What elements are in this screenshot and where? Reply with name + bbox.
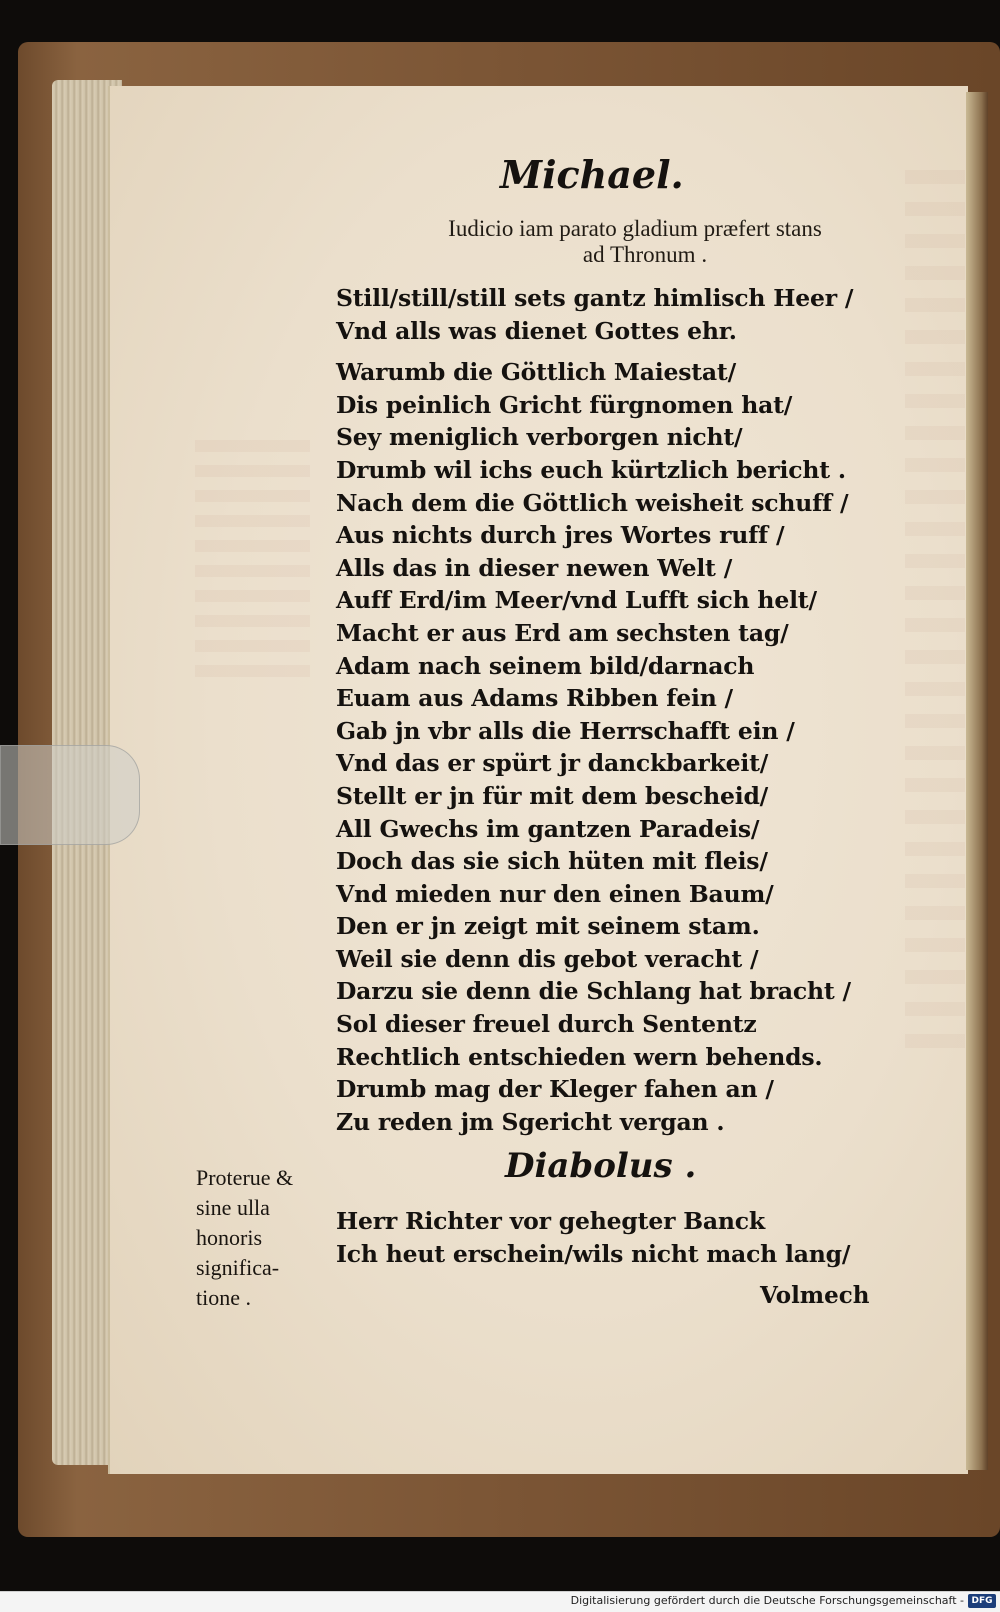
- verse-line: Sey meniglich verborgen nicht/: [336, 423, 743, 452]
- verse-line: Vnd alls was dienet Gottes ehr.: [336, 316, 737, 345]
- verse-line: Vnd mieden nur den einen Baum/: [336, 879, 774, 908]
- verse-line: Auff Erd/im Meer/vnd Lufft sich helt/: [336, 586, 817, 615]
- margin-note: [196, 1163, 336, 1313]
- verse-line: Sol dieser freuel durch Sententz: [336, 1010, 757, 1039]
- verse-line: Drumb mag der Kleger fahen an /: [336, 1075, 774, 1104]
- verse-line: All Gwechs im gantzen Paradeis/: [336, 814, 760, 843]
- margin-note-line: significa-: [196, 1255, 280, 1280]
- stanza-gap: [336, 347, 896, 356]
- verse-line: Ich heut erschein/wils nicht mach lang/: [336, 1240, 851, 1268]
- dfg-logo: DFG: [968, 1594, 996, 1608]
- speaker-heading-michael: Michael.: [500, 152, 684, 197]
- bleed-through-text: [905, 170, 965, 1050]
- verse-line: Dis peinlich Gricht fürgnomen hat/: [336, 390, 793, 419]
- verse-block-michael: [336, 282, 896, 1138]
- verse-line: Alls das in dieser newen Welt /: [336, 553, 733, 582]
- verse-line: Rechtlich entschieden wern behends.: [336, 1042, 823, 1071]
- verse-line: Drumb wil ichs euch kürtzlich bericht .: [336, 455, 846, 484]
- margin-note-line: sine ulla: [196, 1195, 270, 1220]
- verse-block-diabolus: [336, 1205, 896, 1271]
- verse-line: Adam nach seinem bild/darnach: [336, 651, 755, 680]
- verse-line: Nach dem die Göttlich weisheit schuff /: [336, 488, 849, 517]
- verse-line: Den er jn zeigt mit seinem stam.: [336, 912, 760, 941]
- verse-line: Macht er aus Erd am sechsten tag/: [336, 618, 789, 647]
- verse-line: Vnd das er spürt jr danckbarkeit/: [336, 749, 769, 778]
- verse-line: Warumb die Göttlich Maiestat/: [336, 358, 736, 387]
- stage-direction-line: Iudicio iam parato gladium præfert stans: [448, 216, 822, 241]
- verse-line: Stellt er jn für mit dem bescheid/: [336, 781, 769, 810]
- bleed-through-margin-note: [195, 440, 310, 690]
- footer-credit: Digitalisierung gefördert durch die Deutsche Forschungsgemeinschaft -: [570, 1594, 964, 1607]
- margin-note-line: tione .: [196, 1285, 251, 1310]
- verse-line: Still/still/still sets gantz himlisch Heer /: [336, 284, 854, 312]
- verse-line: Doch das sie sich hüten mit fleis/: [336, 847, 768, 876]
- verse-line: Darzu sie denn die Schlang hat bracht /: [336, 977, 851, 1006]
- page-right-edge: [966, 92, 988, 1470]
- verse-line: Gab jn vbr alls die Herrschafft ein /: [336, 716, 795, 745]
- stage-direction: [385, 216, 885, 268]
- verse-line: Herr Richter vor gehegter Banck: [336, 1207, 765, 1235]
- speaker-heading-diabolus: Diabolus .: [505, 1146, 697, 1186]
- verse-line: Zu reden jm Sgericht vergan .: [336, 1107, 725, 1136]
- page-clip-tab: [0, 745, 140, 845]
- stage-direction-line: ad Thronum .: [582, 242, 708, 267]
- margin-note-line: honoris: [196, 1225, 262, 1250]
- margin-note-line: Proterue &: [196, 1165, 294, 1190]
- footer-bar: [0, 1591, 1000, 1612]
- catchword: Volmech: [760, 1282, 870, 1309]
- verse-line: Aus nichts durch jres Wortes ruff /: [336, 521, 785, 550]
- verse-line: Euam aus Adams Ribben fein /: [336, 684, 733, 713]
- verse-line: Weil sie denn dis gebot veracht /: [336, 944, 759, 973]
